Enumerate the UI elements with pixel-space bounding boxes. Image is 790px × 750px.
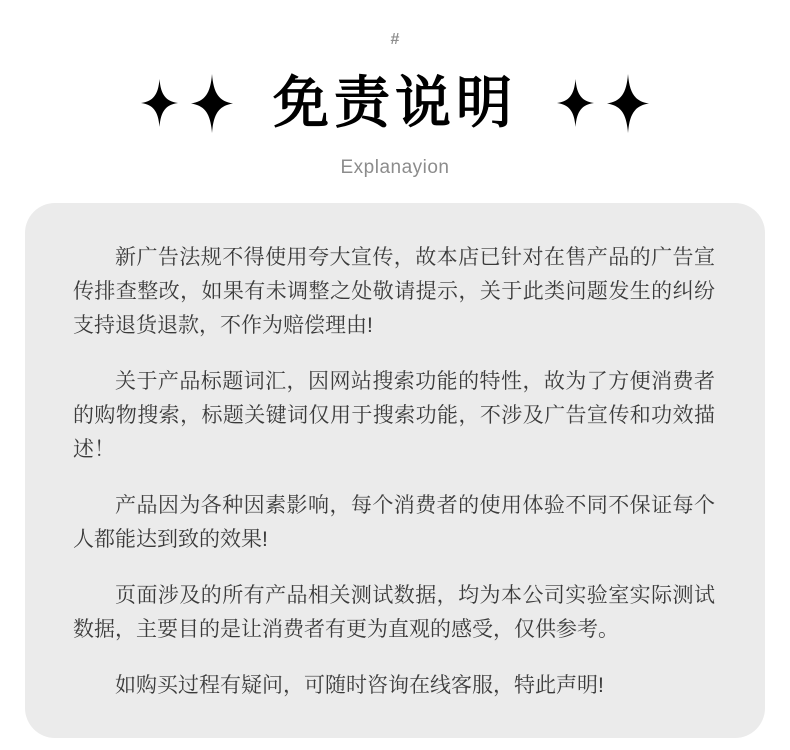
disclaimer-paragraph: 关于产品标题词汇，因网站搜索功能的特性，故为了方便消费者的购物搜索，标题关键词仅用于搜索功能，不涉及广告宣传和功效描述！ <box>73 370 715 461</box>
page-title: 免责说明 <box>273 71 517 134</box>
left-sparkles <box>141 74 233 133</box>
disclaimer-paragraph: 如购买过程有疑问，可随时咨询在线客服，特此声明! <box>115 674 604 697</box>
disclaimer-paragraph: 产品因为各种因素影响，每个消费者的使用体验不同不保证每个人都能达到致的效果! <box>73 494 715 551</box>
sparkle-icon <box>557 79 594 127</box>
right-sparkles <box>557 74 649 133</box>
sparkle-icon <box>191 74 233 133</box>
sparkle-icon <box>607 74 649 133</box>
title-subtitle: Explanayion <box>340 157 450 178</box>
disclaimer-panel <box>25 203 765 738</box>
hash-symbol: # <box>390 31 400 48</box>
disclaimer-paragraph: 页面涉及的所有产品相关测试数据，均为本公司实验室实际测试数据，主要目的是让消费者有更为直观的感受，仅供参考。 <box>73 584 715 641</box>
disclaimer-paragraph: 新广告法规不得使用夸大宣传，故本店已针对在售产品的广告宣传排查整改，如果有未调整之处敬请提示，关于此类问题发生的纠纷支持退货退款，不作为赔偿理由! <box>73 246 715 337</box>
sparkle-icon <box>141 79 178 127</box>
title-row <box>0 64 790 142</box>
